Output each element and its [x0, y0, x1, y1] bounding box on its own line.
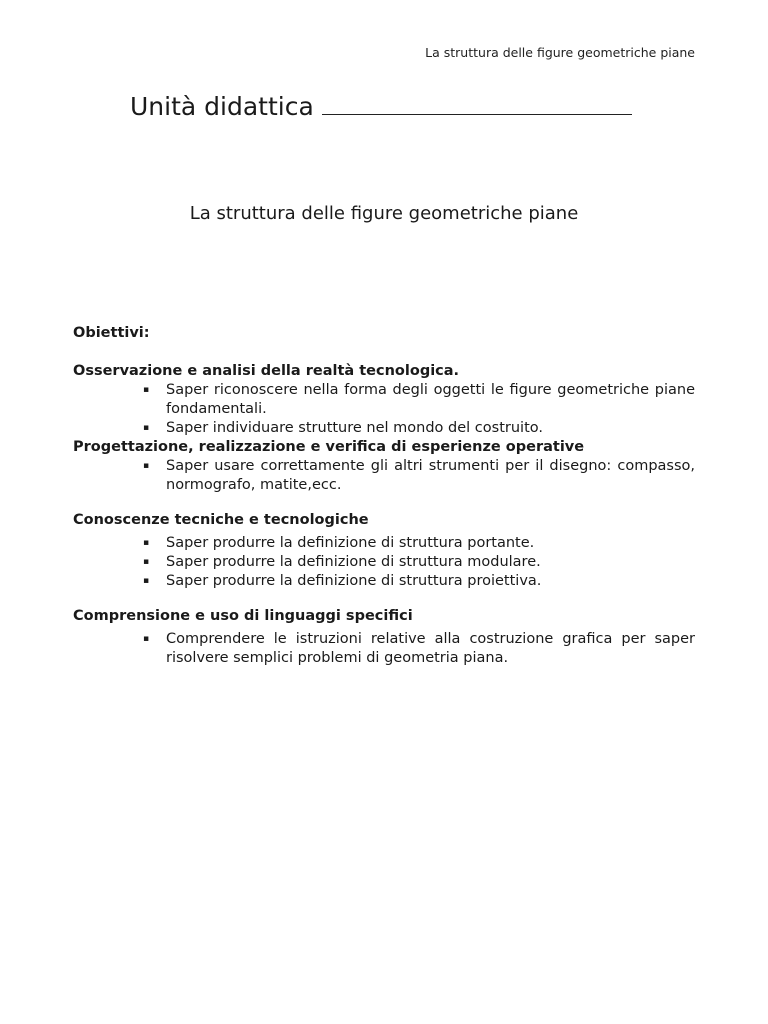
bullet-icon: ▪ [143, 461, 150, 471]
list-item: ▪ Saper produrre la definizione di struttura modulare. [143, 554, 541, 570]
section-heading: Progettazione, realizzazione e verifica di esperienze operative [73, 439, 585, 455]
bullet-list [73, 457, 695, 495]
bullet-list [73, 381, 695, 438]
objectives-label: Obiettivi: [73, 325, 150, 341]
section-heading: Osservazione e analisi della realtà tecnologica. [73, 363, 460, 379]
bullet-icon: ▪ [143, 385, 150, 395]
section-heading: Conoscenze tecniche e tecnologiche [73, 512, 369, 528]
bullet-list [73, 534, 695, 591]
section-heading: Comprensione e uso di linguaggi specifici [73, 608, 413, 624]
list-item: ▪ Comprendere le istruzioni relative alla costruzione grafica per saper risolvere semplici problemi di geometria piana. [143, 631, 695, 666]
objectives-block [73, 324, 695, 668]
list-item: ▪ Saper individuare strutture nel mondo del costruito. [143, 420, 543, 436]
unit-title [130, 92, 632, 121]
bullet-icon: ▪ [143, 538, 150, 548]
bullet-icon: ▪ [143, 634, 150, 644]
unit-label: Unità didattica [130, 92, 314, 121]
bullet-icon: ▪ [143, 557, 150, 567]
list-item: ▪ Saper riconoscere nella forma degli oggetti le figure geometriche piane fondamentali. [143, 382, 695, 417]
list-item: ▪ Saper usare correttamente gli altri strumenti per il disegno: compasso, normografo, matite,ecc. [143, 458, 695, 493]
bullet-icon: ▪ [143, 423, 150, 433]
unit-blank-line [322, 94, 632, 115]
bullet-icon: ▪ [143, 576, 150, 586]
list-item: ▪ Saper produrre la definizione di struttura portante. [143, 535, 535, 551]
list-item: ▪ Saper produrre la definizione di struttura proiettiva. [143, 573, 542, 589]
document-title: La struttura delle figure geometriche piane [189, 203, 579, 224]
bullet-list [73, 630, 695, 668]
running-header: La struttura delle figure geometriche piane [425, 45, 695, 60]
